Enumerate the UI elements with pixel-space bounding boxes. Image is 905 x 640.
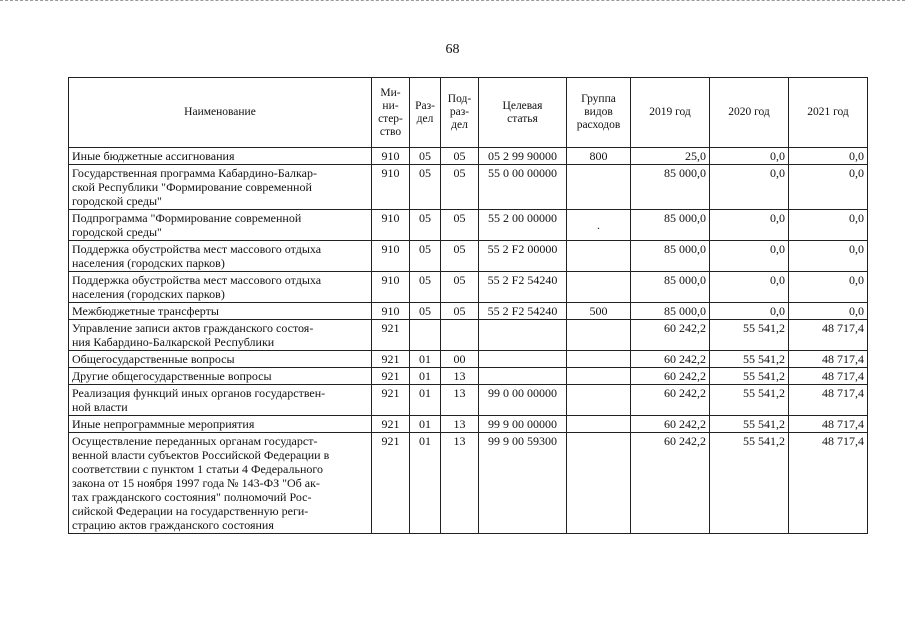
header-expense-group: Группа видов расходов bbox=[567, 78, 631, 148]
table-row bbox=[69, 416, 868, 433]
header-2019: 2019 год bbox=[631, 78, 710, 148]
table-row bbox=[69, 165, 868, 210]
cell-subsection: 13 bbox=[441, 385, 479, 416]
cell-ministry: 921 bbox=[372, 433, 410, 534]
cell-group: 500 bbox=[567, 303, 631, 320]
cell-ministry: 910 bbox=[372, 303, 410, 320]
cell-group bbox=[567, 416, 631, 433]
cell-article bbox=[479, 368, 567, 385]
cell-2019: 60 242,2 bbox=[631, 416, 710, 433]
cell-subsection: 00 bbox=[441, 351, 479, 368]
table-row bbox=[69, 368, 868, 385]
cell-group bbox=[567, 320, 631, 351]
cell-subsection: 13 bbox=[441, 433, 479, 534]
cell-group bbox=[567, 385, 631, 416]
cell-2019: 60 242,2 bbox=[631, 351, 710, 368]
cell-2020: 0,0 bbox=[710, 241, 789, 272]
page-number: 68 bbox=[445, 42, 460, 57]
cell-article: 55 2 F2 54240 bbox=[479, 272, 567, 303]
cell-ministry: 921 bbox=[372, 385, 410, 416]
table-row bbox=[69, 148, 868, 165]
cell-2020: 0,0 bbox=[710, 303, 789, 320]
cell-article: 55 0 00 00000 bbox=[479, 165, 567, 210]
cell-article: 55 2 F2 54240 bbox=[479, 303, 567, 320]
cell-section: 05 bbox=[410, 303, 441, 320]
cell-subsection bbox=[441, 320, 479, 351]
cell-2020: 0,0 bbox=[710, 210, 789, 241]
cell-name: Подпрограмма "Формирование современной городской среды" bbox=[69, 210, 372, 241]
cell-section: 01 bbox=[410, 351, 441, 368]
cell-2021: 48 717,4 bbox=[789, 368, 868, 385]
cell-2020: 55 541,2 bbox=[710, 368, 789, 385]
cell-group: . bbox=[567, 210, 631, 241]
cell-name: Другие общегосударственные вопросы bbox=[69, 368, 372, 385]
cell-name: Осуществление переданных органам государст- венной власти субъектов Российской Федерации в соответствии с пунктом 1 статьи 4 Федерального закона от 15 ноября 1997 года № 143-ФЗ "Об ак- тах гражданского состояния" полномочий Рос- сийской Федерации на государственную реги- страцию актов гражданского состояния bbox=[69, 433, 372, 534]
header-2020: 2020 год bbox=[710, 78, 789, 148]
header-target-article: Целевая статья bbox=[479, 78, 567, 148]
cell-2019: 60 242,2 bbox=[631, 320, 710, 351]
cell-2019: 85 000,0 bbox=[631, 165, 710, 210]
cell-section: 05 bbox=[410, 272, 441, 303]
cell-2021: 48 717,4 bbox=[789, 385, 868, 416]
cell-section: 01 bbox=[410, 368, 441, 385]
cell-ministry: 921 bbox=[372, 416, 410, 433]
cell-section: 05 bbox=[410, 210, 441, 241]
cell-2020: 55 541,2 bbox=[710, 433, 789, 534]
cell-group bbox=[567, 272, 631, 303]
cell-subsection: 13 bbox=[441, 368, 479, 385]
cell-ministry: 921 bbox=[372, 351, 410, 368]
cell-subsection: 05 bbox=[441, 165, 479, 210]
cell-ministry: 921 bbox=[372, 368, 410, 385]
cell-subsection: 05 bbox=[441, 272, 479, 303]
cell-group bbox=[567, 165, 631, 210]
table-row bbox=[69, 385, 868, 416]
cell-2019: 85 000,0 bbox=[631, 241, 710, 272]
cell-2021: 48 717,4 bbox=[789, 433, 868, 534]
cell-section: 05 bbox=[410, 165, 441, 210]
cell-2019: 25,0 bbox=[631, 148, 710, 165]
table-header-row bbox=[69, 78, 868, 148]
cell-section: 01 bbox=[410, 385, 441, 416]
cell-article: 99 0 00 00000 bbox=[479, 385, 567, 416]
cell-name: Управление записи актов гражданского состоя- ния Кабардино-Балкарской Республики bbox=[69, 320, 372, 351]
cell-2020: 55 541,2 bbox=[710, 320, 789, 351]
cell-2019: 60 242,2 bbox=[631, 385, 710, 416]
cell-2019: 85 000,0 bbox=[631, 303, 710, 320]
cell-subsection: 05 bbox=[441, 210, 479, 241]
cell-2021: 48 717,4 bbox=[789, 416, 868, 433]
cell-2020: 0,0 bbox=[710, 165, 789, 210]
cell-section bbox=[410, 320, 441, 351]
cell-name: Общегосударственные вопросы bbox=[69, 351, 372, 368]
cell-section: 05 bbox=[410, 241, 441, 272]
cell-2019: 60 242,2 bbox=[631, 368, 710, 385]
cell-name: Поддержка обустройства мест массового отдыха населения (городских парков) bbox=[69, 272, 372, 303]
table-row bbox=[69, 241, 868, 272]
cell-2020: 55 541,2 bbox=[710, 416, 789, 433]
cell-article: 99 9 00 59300 bbox=[479, 433, 567, 534]
cell-group: 800 bbox=[567, 148, 631, 165]
cell-2021: 0,0 bbox=[789, 303, 868, 320]
cell-article: 05 2 99 90000 bbox=[479, 148, 567, 165]
cell-ministry: 910 bbox=[372, 241, 410, 272]
budget-table bbox=[68, 77, 868, 534]
table-row bbox=[69, 272, 868, 303]
cell-section: 05 bbox=[410, 148, 441, 165]
header-subsection: Под- раз- дел bbox=[441, 78, 479, 148]
table-row bbox=[69, 320, 868, 351]
table-row bbox=[69, 351, 868, 368]
header-2021: 2021 год bbox=[789, 78, 868, 148]
cell-section: 01 bbox=[410, 433, 441, 534]
cell-subsection: 05 bbox=[441, 303, 479, 320]
table-row bbox=[69, 433, 868, 534]
cell-name: Реализация функций иных органов государствен- ной власти bbox=[69, 385, 372, 416]
cell-2021: 48 717,4 bbox=[789, 351, 868, 368]
cell-name: Иные бюджетные ассигнования bbox=[69, 148, 372, 165]
cell-group bbox=[567, 351, 631, 368]
cell-article: 99 9 00 00000 bbox=[479, 416, 567, 433]
cell-article: 55 2 F2 00000 bbox=[479, 241, 567, 272]
cell-2021: 0,0 bbox=[789, 241, 868, 272]
cell-group bbox=[567, 368, 631, 385]
cell-name: Межбюджетные трансферты bbox=[69, 303, 372, 320]
cell-name: Поддержка обустройства мест массового отдыха населения (городских парков) bbox=[69, 241, 372, 272]
cell-article bbox=[479, 320, 567, 351]
cell-subsection: 05 bbox=[441, 241, 479, 272]
cell-subsection: 05 bbox=[441, 148, 479, 165]
cell-ministry: 921 bbox=[372, 320, 410, 351]
cell-2019: 85 000,0 bbox=[631, 272, 710, 303]
cell-group bbox=[567, 433, 631, 534]
table-row bbox=[69, 303, 868, 320]
cell-2020: 0,0 bbox=[710, 148, 789, 165]
cell-2021: 0,0 bbox=[789, 210, 868, 241]
cell-group bbox=[567, 241, 631, 272]
cell-ministry: 910 bbox=[372, 272, 410, 303]
cell-article: 55 2 00 00000 bbox=[479, 210, 567, 241]
cell-2020: 55 541,2 bbox=[710, 351, 789, 368]
cell-2021: 0,0 bbox=[789, 165, 868, 210]
cell-article bbox=[479, 351, 567, 368]
cell-name: Иные непрограммные мероприятия bbox=[69, 416, 372, 433]
cell-2021: 0,0 bbox=[789, 148, 868, 165]
header-name: Наименование bbox=[69, 78, 372, 148]
cell-ministry: 910 bbox=[372, 165, 410, 210]
cell-name: Государственная программа Кабардино-Балкар- ской Республики "Формирование современной городской среды" bbox=[69, 165, 372, 210]
cell-2021: 48 717,4 bbox=[789, 320, 868, 351]
cell-2020: 55 541,2 bbox=[710, 385, 789, 416]
cell-section: 01 bbox=[410, 416, 441, 433]
cell-2019: 85 000,0 bbox=[631, 210, 710, 241]
cell-2021: 0,0 bbox=[789, 272, 868, 303]
header-ministry: Ми- ни- стер- ство bbox=[372, 78, 410, 148]
cell-ministry: 910 bbox=[372, 210, 410, 241]
cell-ministry: 910 bbox=[372, 148, 410, 165]
cell-2019: 60 242,2 bbox=[631, 433, 710, 534]
cell-2020: 0,0 bbox=[710, 272, 789, 303]
table-row bbox=[69, 210, 868, 241]
scan-top-edge bbox=[0, 0, 905, 4]
cell-subsection: 13 bbox=[441, 416, 479, 433]
header-section: Раз- дел bbox=[410, 78, 441, 148]
